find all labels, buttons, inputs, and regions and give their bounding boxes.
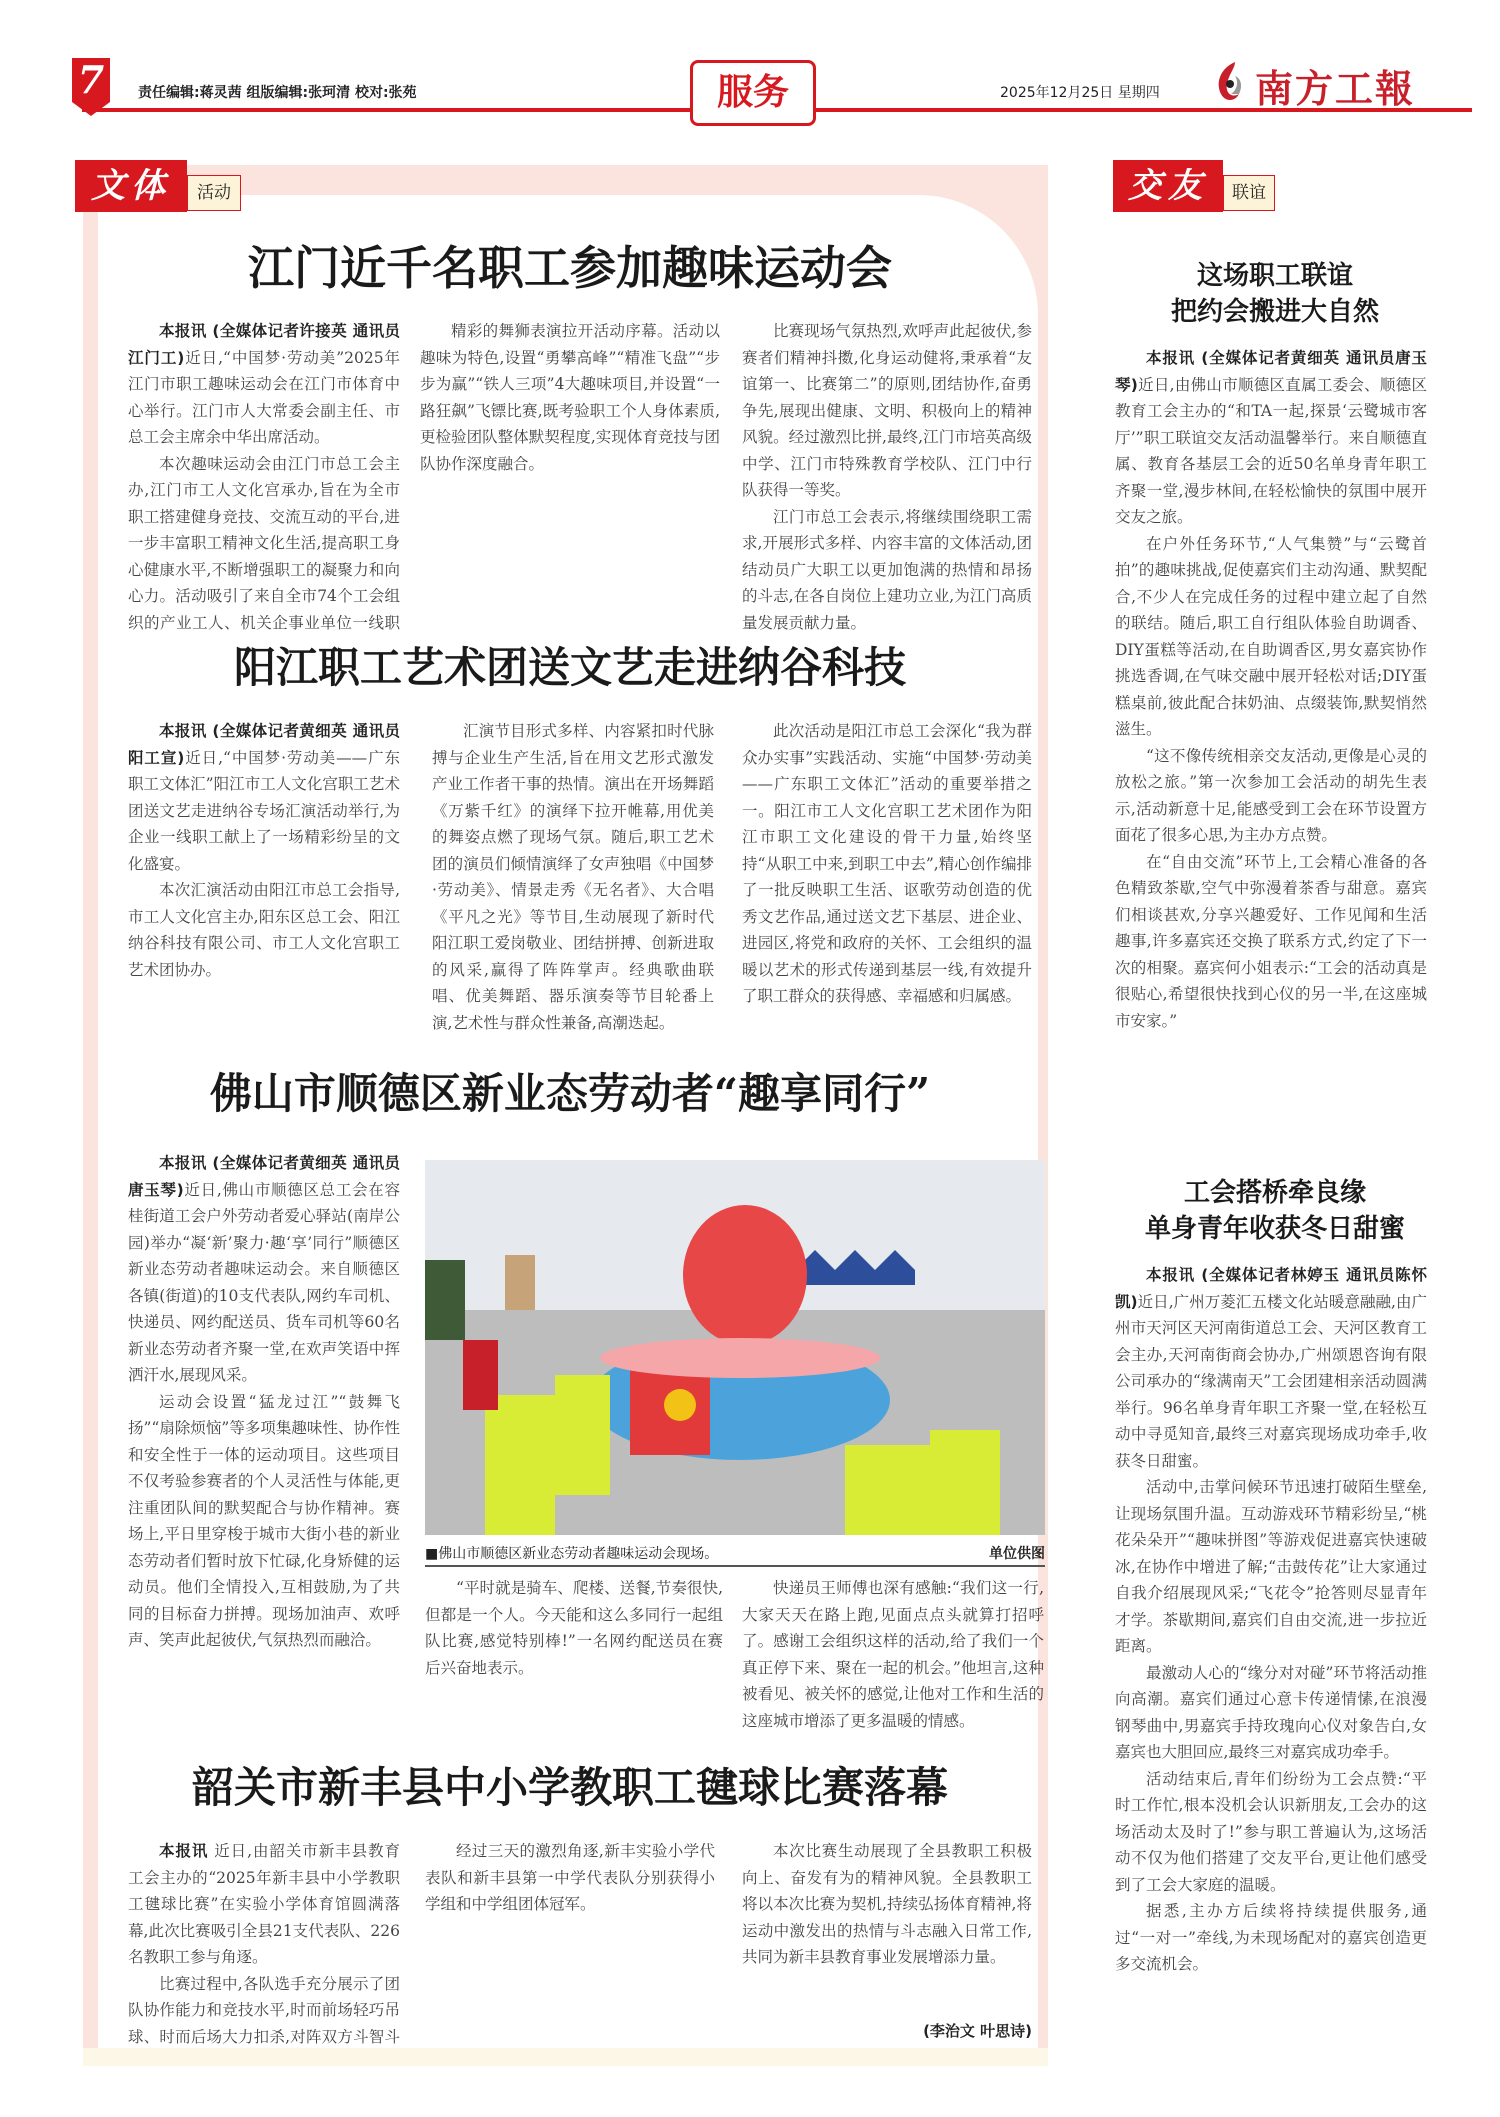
paragraph: 据悉,主办方后续将持续提供服务,通过“一对一”牵线,为未现场配对的嘉宾创造更多交流机会。	[1115, 1902, 1427, 1973]
article-shaoguan-col1: 本报讯 近日,由韶关市新丰县教育工会主办的“2025年新丰县中小学教职工毽球比赛”在实验小学体育馆圆满落幕,此次比赛吸引全县21支代表队、226名教职工参与角逐。 比赛过程中,各队选手充分展示了团队协作能力和竞技水平,时而前场轻巧吊球、时而后场大力扣杀,对阵双方斗智斗	[128, 1838, 400, 2048]
paragraph: 江门市总工会表示,将继续围绕职工需求,开展形式多样、内容丰富的文体活动,团结动员广大职工以更加饱满的热情和昂扬的斗志,在各自岗位上建功立业,为江门高质量发展贡献力量。	[742, 507, 1032, 632]
section-title: 服务	[690, 60, 816, 126]
paragraph: 最激动人心的“缘分对对碰”环节将活动推向高潮。嘉宾们通过心意卡传递情愫,在浪漫钢琴曲中,男嘉宾手持玫瑰向心仪对象告白,女嘉宾也大胆回应,最终三对嘉宾成功牵手。	[1115, 1663, 1427, 1761]
article-foshan-col1: 本报讯 (全媒体记者黄细英 通讯员唐玉琴)近日,佛山市顺德区总工会在容桂街道工会户外劳动者爱心驿站(南岸公园)举办“凝‘新’聚力·趣‘享’同行”顺德区新业态劳动者趣味运动会。来自顺德区各镇(街道)的10支代表队,网约车司机、快递员、网约配送员、货车司机等60名新业态劳动者齐聚一堂,在欢声笑语中挥洒汗水,展现风采。 运动会设置“猛龙过江”“鼓舞飞扬”“扇除烦恼”等多项集趣味性、协作性和安全性于一体的运动项目。这些项目不仅考验参赛者的个人灵活性与体能,更注重团队间的默契配合与协作精神。赛场上,平日里穿梭于城市大街小巷的新业态劳动者们暂时放下忙碌,化身矫健的运动员。他们全情投入,互相鼓励,为了共同的目标奋力拼搏。现场加油声、欢呼声、笑声此起彼伏,气氛热烈而融洽。	[128, 1150, 400, 1740]
page-number: 7	[77, 57, 105, 102]
photo-caption-bar	[425, 1543, 1045, 1567]
left-panel-footer	[83, 2048, 1048, 2066]
article-guangzhou-dating: 本报讯 (全媒体记者林婷玉 通讯员陈怀凯)近日,广州万菱汇五楼文化站暖意融融,由广州市天河区天河南街道总工会、天河区教育工会主办,天河南街商会协办,广州颂恩咨询有限公司承办的“缘满南天”工会团建相亲活动圆满举行。96名单身青年职工齐聚一堂,在轻松互动中寻觅知音,最终三对嘉宾现场成功牵手,收获冬日甜蜜。 活动中,击掌问候环节迅速打破陌生壁垒,让现场氛围升温。互动游戏环节精彩纷呈,“桃花朵朵开”“趣味拼图”等游戏促进嘉宾快速破冰,在协作中增进了解;“击鼓传花”让大家通过自我介绍展现风采;“飞花令”抢答则尽显青年才学。茶歇期间,嘉宾们自由交流,进一步拉近距离。 最激动人心的“缘分对对碰”环节将活动推向高潮。嘉宾们通过心意卡传递情愫,在浪漫钢琴曲中,男嘉宾手持玫瑰向心仪对象告白,女嘉宾也大胆回应,最终三对嘉宾成功牵手。 活动结束后,青年们纷纷为工会点赞:“平时工作忙,根本没机会认识新朋友,工会办的这场活动太及时了!”参与职工普遍认为,这场活动不仅为他们搭建了交友平台,更让他们感受到了工会大家庭的温暖。 据悉,主办方后续将持续提供服务,通过“一对一”牵线,为未现场配对的嘉宾创造更多交流机会。	[1115, 1262, 1427, 2072]
article-jiangmen-col3	[742, 318, 1032, 636]
newspaper-name: 南方工報	[1255, 66, 1416, 111]
article-signature: (李治文 叶思诗)	[923, 2022, 1032, 2040]
paragraph: “平时就是骑车、爬楼、送餐,节奏很快,但都是一个人。今天能和这么多同行一起组队比赛,感觉特别棒!”一名网约配送员在赛后兴奋地表示。	[425, 1579, 723, 1677]
article-foshan-col3	[742, 1575, 1044, 1745]
byline: 本报讯 (全媒体记者黄细英 通讯员唐玉琴)	[1115, 349, 1427, 394]
paragraph: 精彩的舞狮表演拉开活动序幕。活动以趣味为特色,设置“勇攀高峰”“精准飞盘”“步步为赢”“铁人三项”4大趣味项目,并设置“一路狂飙”飞镖比赛,既考验职工个人身体素质,更检验团队整体默契程度,实现体育竞技与团队协作深度融合。	[420, 322, 720, 473]
article-jiangmen-col2	[420, 318, 720, 477]
headline-shaoguan: 韶关市新丰县中小学教职工毽球比赛落幕	[191, 1763, 948, 1812]
headline-foshan: 佛山市顺德区新业态劳动者“趣享同行”	[209, 1069, 931, 1118]
issue-date: 2025年12月25日 星期四	[1000, 85, 1160, 101]
headline-yangjiang: 阳江职工艺术团送文艺走进纳谷科技	[233, 643, 906, 692]
photo-caption: ■佛山市顺德区新业态劳动者趣味运动会现场。	[425, 1546, 719, 1562]
byline: 本报讯 (全媒体记者黄细英 通讯员阳工宣)	[128, 722, 400, 767]
paragraph: 快递员王师傅也深有感触:“我们这一行,大家天天在路上跑,见面点点头就算打招呼了。感谢工会组织这样的活动,给了我们一个真正停下来、聚在一起的机会。”他坦言,这种被看见、被关怀的感觉,让他对工作和生活的这座城市增添了更多温暖的情感。	[742, 1579, 1044, 1730]
paragraph: 活动结束后,青年们纷纷为工会点赞:“平时工作忙,根本没机会认识新朋友,工会办的这场活动太及时了!”参与职工普遍认为,这场活动不仅为他们搭建了交友平台,更让他们感受到了工会大家庭的温暖。	[1115, 1769, 1427, 1894]
byline: 本报讯 (全媒体记者林婷玉 通讯员陈怀凯)	[1115, 1266, 1427, 1311]
headline-shunde-dating	[1108, 258, 1442, 330]
article-yangjiang-col3	[742, 718, 1032, 1048]
paragraph: 运动会设置“猛龙过江”“鼓舞飞扬”“扇除烦恼”等多项集趣味性、协作性和安全性于一体的运动项目。这些项目不仅考验参赛者的个人灵活性与体能,更注重团队间的默契配合与协作精神。赛场上,平日里穿梭于城市大街小巷的新业态劳动者们暂时放下忙碌,化身矫健的运动员。他们全情投入,互相鼓励,为了共同的目标奋力拼搏。现场加油声、欢呼声、笑声此起彼伏,气氛热烈而融洽。	[128, 1392, 400, 1649]
photo-illustration	[425, 1160, 1045, 1535]
paragraph: 经过三天的激烈角逐,新丰实验小学代表队和新丰县第一中学代表队分别获得小学组和中学组团体冠军。	[425, 1842, 715, 1913]
byline: 本报讯 (全媒体记者许接英 通讯员江门工)	[128, 322, 400, 367]
headline-guangzhou-dating	[1108, 1175, 1442, 1247]
byline: 本报讯 (全媒体记者黄细英 通讯员唐玉琴)	[128, 1154, 400, 1199]
article-foshan-col2	[425, 1575, 723, 1745]
paragraph: 比赛过程中,各队选手充分展示了团队协作能力和竞技水平,时而前场轻巧吊球、时而后场大力扣杀,对阵双方斗智斗	[128, 1974, 400, 2046]
section-tag-jiaoyou: 交友	[1113, 160, 1223, 212]
article-yangjiang-col2	[432, 718, 714, 1048]
paragraph: 本次汇演活动由阳江市总工会指导,市工人文化宫主办,阳东区总工会、阳江纳谷科技有限公司、市工人文化宫职工艺术团协办。	[128, 881, 400, 979]
paragraph: “这不像传统相亲交友活动,更像是心灵的放松之旅。”第一次参加工会活动的胡先生表示,活动新意十足,能感受到工会在环节设置方面花了很多心思,为主办方点赞。	[1115, 746, 1427, 844]
article-jiangmen-col1: 本报讯 (全媒体记者许接英 通讯员江门工)近日,“中国梦·劳动美”2025年江门市职工趣味运动会在江门市体育中心举行。江门市人大常委会副主任、市总工会主席余中华出席活动。 本次趣味运动会由江门市总工会主办,江门市工人文化宫承办,旨在为全市职工搭建健身竞技、交流互动的平台,进一步丰富职工精神文化生活,提高职工身心健康水平,不断增强职工的凝聚力和向心力。活动吸引了来自全市74个工会组织的产业工人、机关企事业单位一线职	[128, 318, 400, 637]
paragraph: 汇演节目形式多样、内容紧扣时代脉搏与企业生产生活,旨在用文艺形式激发产业工作者干事的热情。演出在开场舞蹈《万紫千红》的演绎下拉开帷幕,用优美的舞姿点燃了现场气氛。随后,职工艺术团的演员们倾情演绎了女声独唱《中国梦·劳动美》、情景走秀《无名者》、大合唱《平凡之光》等节目,生动展现了新时代阳江职工爱岗敬业、团结拼搏、创新进取的风采,赢得了阵阵掌声。经典歌曲联唱、优美舞蹈、器乐演奏等节目轮番上演,艺术性与群众性兼备,高潮迭起。	[432, 722, 714, 1032]
paragraph: 在“自由交流”环节上,工会精心准备的各色精致茶歇,空气中弥漫着茶香与甜意。嘉宾们相谈甚欢,分享兴趣爱好、工作见闻和生活趣事,许多嘉宾还交换了联系方式,约定了下一次的相聚。嘉宾何小姐表示:“工会的活动真是很贴心,希望很快找到心仪的另一半,在这座城市安家。”	[1115, 852, 1427, 1030]
section-subtag-huodong: 活动	[187, 175, 241, 211]
headline-line: 工会搭桥牵良缘	[1183, 1178, 1366, 1208]
paragraph: 此次活动是阳江市总工会深化“我为群众办实事”实践活动、实施“中国梦·劳动美——广东职工文体汇”活动的重要举措之一。阳江市工人文化宫职工艺术团作为阳江市职工文化建设的骨干力量,始终坚持“从职工中来,到职工中去”,精心创作编排了一批反映职工生活、讴歌劳动创造的优秀文艺作品,通过送文艺下基层、进企业、进园区,将党和政府的关怀、工会组织的温暖以艺术的形式传递到基层一线,有效提升了职工群众的获得感、幸福感和归属感。	[742, 722, 1032, 1005]
article-yangjiang-col1: 本报讯 (全媒体记者黄细英 通讯员阳工宣)近日,“中国梦·劳动美——广东职工文体汇”阳江市工人文化宫职工艺术团送文艺走进纳谷专场汇演活动举行,为企业一线职工献上了一场精彩纷呈的文化盛宴。 本次汇演活动由阳江市总工会指导,市工人文化宫主办,阳东区总工会、阳江纳谷科技有限公司、市工人文化宫职工艺术团协办。	[128, 718, 400, 1048]
article-shaoguan-col3	[742, 1838, 1032, 2023]
headline-line: 把约会搬进大自然	[1170, 297, 1379, 327]
page-number-badge	[72, 58, 110, 102]
newspaper-logo-icon	[1213, 60, 1243, 104]
headline-jiangmen: 江门近千名职工参加趣味运动会	[248, 241, 892, 295]
section-subtag-lianyi: 联谊	[1223, 175, 1275, 211]
event-photo	[425, 1160, 1045, 1535]
article-shunde-dating: 本报讯 (全媒体记者黄细英 通讯员唐玉琴)近日,由佛山市顺德区直属工委会、顺德区教育工会主办的“和TA一起,探景‘云鹭城市客厅’”职工联谊交友活动温馨举行。来自顺德直属、教育各基层工会的近50名单身青年职工齐聚一堂,漫步林间,在轻松愉快的氛围中展开交友之旅。 在户外任务环节,“人气集赞”与“云鹭首拍”的趣味挑战,促使嘉宾们主动沟通、默契配合,不少人在完成任务的过程中建立起了自然的联结。随后,职工自行组队体验自助调香、DIY蛋糕等活动,在自助调香区,男女嘉宾协作挑选香调,在气味交融中展开轻松对话;DIY蛋糕桌前,彼此配合抹奶油、点缀装饰,默契悄然滋生。 “这不像传统相亲交友活动,更像是心灵的放松之旅。”第一次参加工会活动的胡先生表示,活动新意十足,能感受到工会在环节设置方面花了很多心思,为主办方点赞。 在“自由交流”环节上,工会精心准备的各色精致茶歇,空气中弥漫着茶香与甜意。嘉宾们相谈甚欢,分享兴趣爱好、工作见闻和生活趣事,许多嘉宾还交换了联系方式,约定了下一次的相聚。嘉宾何小姐表示:“工会的活动真是很贴心,希望很快找到心仪的另一半,在这座城市安家。”	[1115, 345, 1427, 1110]
section-tag-wenti: 文体	[75, 160, 187, 212]
paragraph: 在户外任务环节,“人气集赞”与“云鹭首拍”的趣味挑战,促使嘉宾们主动沟通、默契配合,不少人在完成任务的过程中建立起了自然的联结。随后,职工自行组队体验自助调香、DIY蛋糕等活动,在自助调香区,男女嘉宾协作挑选香调,在气味交融中展开轻松对话;DIY蛋糕桌前,彼此配合抹奶油、点缀装饰,默契悄然滋生。	[1115, 534, 1427, 738]
article-shaoguan-col2	[425, 1838, 715, 2048]
paragraph: 比赛现场气氛热烈,欢呼声此起彼伏,参赛者们精神抖擞,化身运动健将,秉承着“友谊第一、比赛第二”的原则,团结协作,奋勇争先,展现出健康、文明、积极向上的精神风貌。经过激烈比拼,最终,江门市培英高级中学、江门市特殊教育学校队、江门中行队获得一等奖。	[742, 322, 1032, 499]
photo-credit: 单位供图	[989, 1546, 1045, 1562]
paragraph: 本次趣味运动会由江门市总工会主办,江门市工人文化宫承办,旨在为全市职工搭建健身竞技、交流互动的平台,进一步丰富职工精神文化生活,提高职工身心健康水平,不断增强职工的凝聚力和向心力。活动吸引了来自全市74个工会组织的产业工人、机关企事业单位一线职	[128, 454, 400, 632]
headline-line: 单身青年收获冬日甜蜜	[1144, 1214, 1405, 1244]
byline: 本报讯	[159, 1842, 209, 1860]
headline-line: 这场职工联谊	[1196, 261, 1353, 291]
paragraph: 本次比赛生动展现了全县教职工积极向上、奋发有为的精神风貌。全县教职工将以本次比赛为契机,持续弘扬体育精神,将运动中激发出的热情与斗志融入日常工作,共同为新丰县教育事业发展增添力量。	[742, 1842, 1032, 1966]
paragraph: 活动中,击掌问候环节迅速打破陌生壁垒,让现场氛围升温。互动游戏环节精彩纷呈,“桃花朵朵开”“趣味拼图”等游戏促进嘉宾快速破冰,在协作中增进了解;“击鼓传花”让大家通过自我介绍展现风采;“飞花令”抢答则尽显青年才学。茶歇期间,嘉宾们自由交流,进一步拉近距离。	[1115, 1478, 1427, 1655]
editors-credit: 责任编辑:蒋灵茜 组版编辑:张珂清 校对:张苑	[138, 85, 417, 101]
